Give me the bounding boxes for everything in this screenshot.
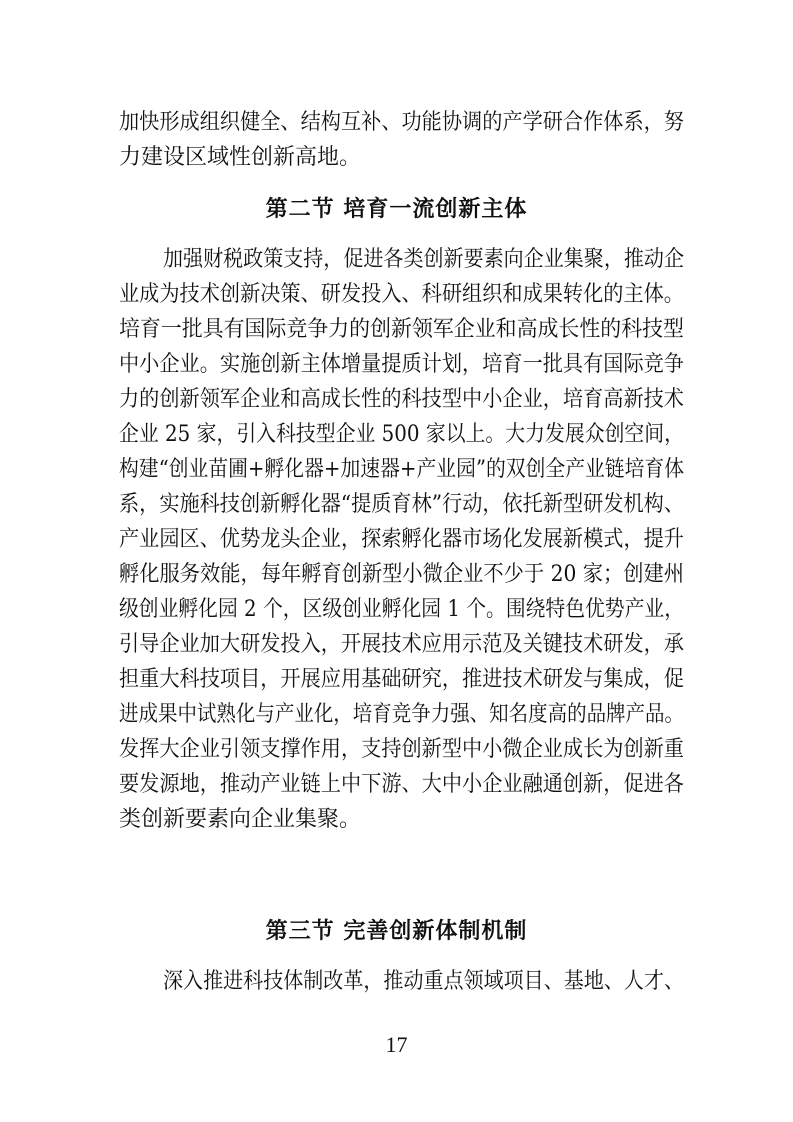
text-line: 培育一批具有国际竞争力的创新领军企业和高成长性的科技型 [119,317,684,342]
page-number: 17 [385,1032,408,1057]
text-line: 担重大科技项目，开展应用基础研究，推进技术研发与集成，促 [119,667,684,692]
section-heading: 第三节 完善创新体制机制 [265,919,528,944]
text-line: 力建设区域性创新高地。 [119,145,362,170]
text-line: 业成为技术创新决策、研发投入、科研组织和成果转化的主体。 [119,282,684,307]
text-line: 中小企业。实施创新主体增量提质计划，培育一批具有国际竞争 [119,352,684,377]
text-line: 构建“创业苗圃+孵化器+加速器+产业园”的双创全产业链培育体 [119,457,684,482]
text-line: 产业园区、优势龙头企业，探索孵化器市场化发展新模式，提升 [119,527,684,552]
text-line: 力的创新领军企业和高成长性的科技型中小企业，培育高新技术 [119,387,684,412]
text-line: 类创新要素向企业集聚。 [119,807,362,832]
text-line: 级创业孵化园 2 个，区级创业孵化园 1 个。围绕特色优势产业， [119,597,684,622]
text-line: 加强财税政策支持，促进各类创新要素向企业集聚，推动企 [163,247,684,272]
text-line: 深入推进科技体制改革，推动重点领域项目、基地、人才、 [163,969,684,994]
text-line: 要发源地，推动产业链上中下游、大中小企业融通创新，促进各 [119,772,684,797]
text-line: 企业 25 家，引入科技型企业 500 家以上。大力发展众创空间， [119,422,684,447]
text-line: 系，实施科技创新孵化器“提质育林”行动，依托新型研发机构、 [119,492,684,517]
text-line: 进成果中试熟化与产业化，培育竞争力强、知名度高的品牌产品。 [119,702,684,727]
text-line: 引导企业加大研发投入，开展技术应用示范及关键技术研发，承 [119,632,684,657]
text-line: 孵化服务效能，每年孵育创新型小微企业不少于 20 家；创建州 [119,562,684,587]
text-line: 发挥大企业引领支撑作用，支持创新型中小微企业成长为创新重 [119,737,684,762]
text-line: 加快形成组织健全、结构互补、功能协调的产学研合作体系，努 [119,110,684,135]
section-heading: 第二节 培育一流创新主体 [265,197,528,222]
